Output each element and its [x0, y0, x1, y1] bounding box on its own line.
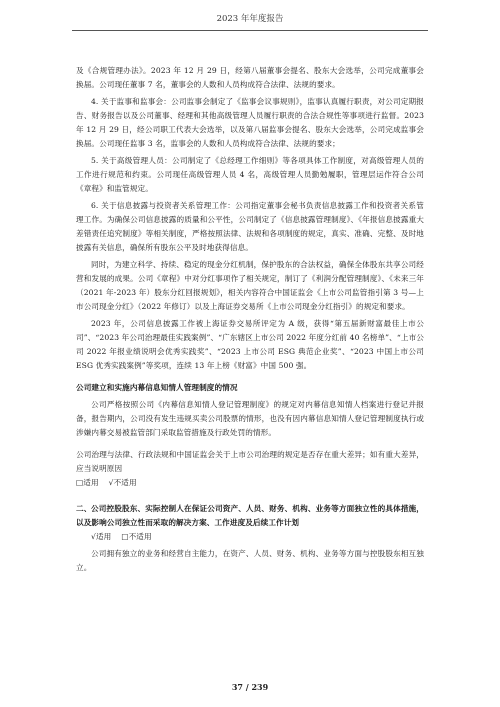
- applicability-row-1: [76, 476, 424, 490]
- document-body: [76, 64, 424, 575]
- section-number: 二、: [76, 504, 92, 513]
- paragraph-insider: 公司严格按照公司《内幕信息知情人登记管理制度》的规定对内幕信息知情人档案进行登记并报备，报告期内，公司没有发生违规买卖公司股票的情形，也没有因内幕信息知情人登记管理制度执行或涉嫌内幕交易被监管部门采取监管措施及行政处罚的情形。: [76, 400, 424, 437]
- header-divider: [72, 30, 428, 31]
- applicability-row-2: [76, 530, 424, 544]
- page-header: 2023 年年度报告: [216, 14, 284, 24]
- page-number: 37 / 239: [231, 682, 269, 692]
- section-heading-independence: [76, 502, 424, 530]
- option-not-applicable: √不适用: [108, 478, 137, 487]
- section-heading-insider: 公司建立和实施内幕信息知情人管理制度的情况: [76, 383, 238, 392]
- paragraph-disclosure: 6. 关于信息披露与投资者关系管理工作：公司指定董事会秘书负责信息披露工作和投资者关系管理工作。为确保公司信息披露的质量和公平性，公司制定了《信息披露管理制度》、《年报信息披露重大差错责任追究制度》等相关制度，严格按照法律、法规和各项制度的规定，真实、准确、完整、及时地披露有关信息，确保所有股东公平及时地获得信息。: [76, 201, 424, 252]
- option-applicable: √适用: [91, 532, 112, 541]
- paragraph-senior-management: 5. 关于高级管理人员：公司制定了《总经理工作细则》等各项具体工作制度，对高级管理人员的工作进行规范和约束。公司现任高级管理人员 4 名，高级管理人员勤勉履职，管理层运作符合公司《章程》和监管规定。: [76, 156, 424, 193]
- paragraph-awards: 2023 年，公司信息披露工作被上海证券交易所评定为 A 级，获得“第五届新财富最佳上市公司”、“2023 年公司治理最佳实践案例”、“广东辖区上市公司 2022 年度分红前 40 名榜单”、“上市公司 2022 年报业绩说明会优秀实践奖”、“2023 上市公司 ESG 典范企业奖”、“2023 中国上市公司 ESG 优秀实践案例”等奖项，连续 13 年上榜《财富》中国 500 强。: [76, 319, 424, 370]
- paragraph-governance-difference: 公司治理与法律、行政法规和中国证监会关于上市公司治理的规定是否存在重大差异；如有重大差异，应当说明原因: [76, 450, 424, 473]
- section-title: 公司控股股东、实际控制人在保证公司资产、人员、财务、机构、业务等方面独立性的具体措施，以及影响公司独立性而采取的解决方案、工作进度及后续工作计划: [76, 504, 424, 527]
- paragraph-independence: 公司拥有独立的业务和经营自主能力，在资产、人员、财务、机构、业务等方面与控股股东相互独立。: [76, 549, 424, 572]
- paragraph-dividend: 同时，为建立科学、持续、稳定的现金分红机制，保护股东的合法权益，确保全体股东共享公司经营和发展的成果。公司《章程》中对分红事项作了相关规定，制订了《利润分配管理制度》、《未来三年（2021 年-2023 年）股东分红回报规划》，相关内容符合中国证监会《上市公司监管指引第 3 号—上市公司现金分红》（2022 年修订）以及上海证券交易所《上市公司现金分红指引》的规定和要求。: [76, 260, 424, 311]
- option-not-applicable: □不适用: [121, 532, 152, 541]
- option-applicable: □适用: [76, 478, 99, 487]
- paragraph-supervisors: 4. 关于监事和监事会：公司监事会制定了《监事会议事规则》，监事认真履行职责，对公司定期报告、财务报告以及公司董事、经理和其他高级管理人员履行职责的合法合规性等事项进行监督。2023 年 12 月 29 日，经公司职工代表大会选举，以及第八届监事会提名、股东大会选举，公司完成监事会换届。公司现任监事 3 名，监事会的人数和人员构成符合法律、法规的要求；: [76, 97, 424, 148]
- paragraph-compliance: 及《合规管理办法》。2023 年 12 月 29 日，经第八届董事会提名、股东大会选举，公司完成董事会换届。公司现任董事 7 名，董事会的人数和人员构成符合法律、法规的要求。: [76, 66, 424, 89]
